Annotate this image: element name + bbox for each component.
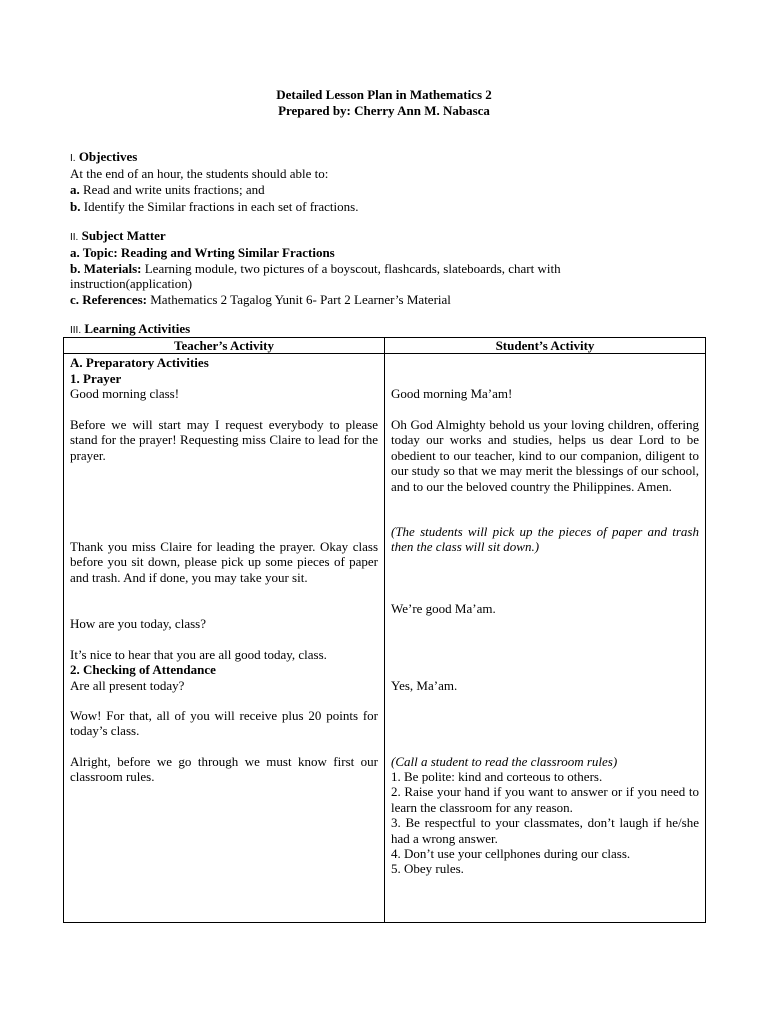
references: c. References: Mathematics 2 Tagalog Yunit 6- Part 2 Learner’s Material <box>70 291 451 307</box>
rule-item: 1. Be polite: kind and corteous to others. <box>391 769 603 784</box>
classroom-rules-list <box>391 769 699 877</box>
activities-table <box>63 337 706 923</box>
objective-a: a. Read and write units fractions; and <box>70 181 265 197</box>
teacher-greeting: Good morning class! <box>70 386 180 401</box>
learning-activities-heading: III. Learning Activities <box>70 321 191 336</box>
rule-item: 5. Obey rules. <box>391 861 464 877</box>
prepared-by: Prepared by: Cherry Ann M. Nabasca <box>278 103 490 118</box>
teacher-thank-you: Thank you miss Claire for leading the prayer. Okay class before you sit down, please pick up some pieces of paper and trash. And if done, you may take your sit. <box>70 539 378 585</box>
teacher-all-present: Are all present today? <box>70 678 185 693</box>
student-greeting: Good morning Ma’am! <box>391 386 513 401</box>
document-title: Detailed Lesson Plan in Mathematics 2 <box>276 87 492 102</box>
objectives-heading: I. Objectives <box>70 149 138 164</box>
prayer-heading: 1. Prayer <box>70 371 122 386</box>
rule-item: 2. Raise your hand if you want to answer or if you need to learn the classroom for any reason. <box>391 784 699 815</box>
student-yes: Yes, Ma’am. <box>391 678 458 693</box>
attendance-heading: 2. Checking of Attendance <box>70 662 216 677</box>
materials: b. Materials: Learning module, two pictures of a boyscout, flashcards, slateboards, chart with <box>70 260 561 276</box>
rule-item: 4. Don’t use your cellphones during our class. <box>391 846 631 862</box>
topic: a. Topic: Reading and Wrting Similar Fractions <box>70 245 335 261</box>
objective-b: b. Identify the Similar fractions in each set of fractions. <box>70 199 359 215</box>
preparatory-heading: A. Preparatory Activities <box>70 355 209 370</box>
student-column-header: Student’s Activity <box>385 338 706 354</box>
objectives-intro: At the end of an hour, the students should able to: <box>70 166 329 182</box>
teacher-prayer-request: Before we will start may I request everybody to please stand for the prayer! Requesting miss Claire to lead for the prayer. <box>70 417 378 463</box>
student-good: We’re good Ma’am. <box>391 601 496 616</box>
subject-matter-section <box>70 228 710 307</box>
teacher-how-are-you: How are you today, class? <box>70 616 206 631</box>
teacher-activity-cell <box>64 354 385 923</box>
student-activity-cell <box>385 354 706 923</box>
teacher-rules-intro: Alright, before we go through we must know first our classroom rules. <box>70 754 378 785</box>
student-pick-up-note: (The students will pick up the pieces of paper and trash then the class will sit down.) <box>391 524 699 555</box>
rule-item: 3. Be respectful to your classmates, don’t laugh if he/she had a wrong answer. <box>391 815 699 846</box>
teacher-column-header: Teacher’s Activity <box>64 338 385 354</box>
objectives-section <box>70 149 710 215</box>
student-prayer: Oh God Almighty behold us your loving children, offering today our works and studies, helps us dear Lord to be obedient to our teacher, kind to our companion, diligent to our study so that we may merit the blessings of our school, and to our the beloved country the Philippines. Amen. <box>391 417 699 494</box>
teacher-points: Wow! For that, all of you will receive plus 20 points for today’s class. <box>70 708 378 739</box>
subject-matter-heading: II. Subject Matter <box>70 228 166 243</box>
teacher-nice-to-hear: It’s nice to hear that you are all good today, class. <box>70 647 327 662</box>
materials-cont: instruction(application) <box>70 276 193 292</box>
call-student-note: (Call a student to read the classroom rules) <box>391 754 618 769</box>
